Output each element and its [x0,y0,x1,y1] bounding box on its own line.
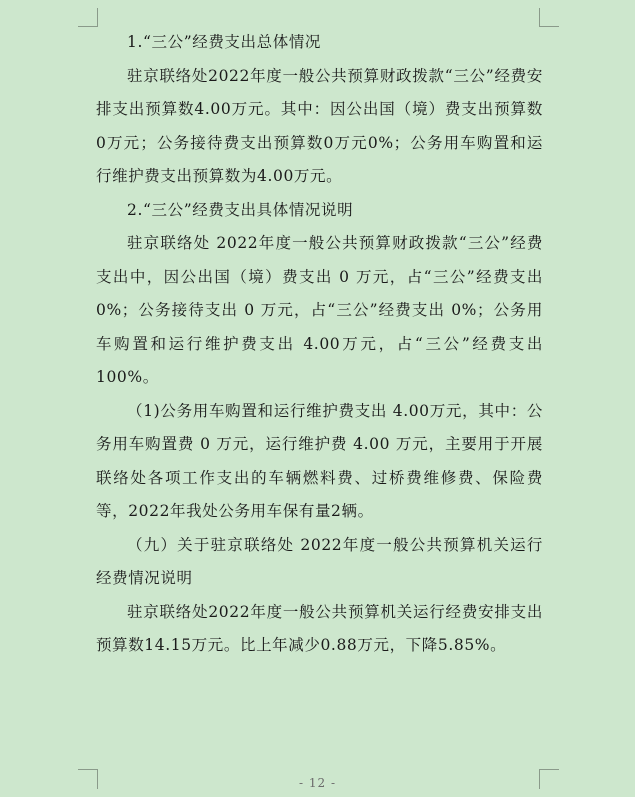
document-body [96,26,543,663]
crop-mark-top-left [78,26,98,27]
section-heading: 1.“三公”经费支出总体情况 [127,33,322,51]
crop-mark-top-left [97,8,98,26]
section-heading: 2.“三公”经费支出具体情况说明 [127,200,354,219]
body-paragraph: 驻京联络处2022年度一般公共预算财政拨款“三公”经费安排支出预算数4.00万元。其中：因公出国（境）费支出预算数0万元；公务接待费支出预算数0万元0%；公务用车购置和运行维护费支出预算数为4.00万元。 [96,66,543,185]
body-paragraph: 驻京联络处2022年度一般公共预算机关运行经费安排支出预算数14.15万元。比上年减少0.88万元，下降5.85%。 [96,602,543,654]
crop-mark-top-right [539,8,540,26]
crop-mark-bottom-left [78,769,98,770]
body-paragraph: 驻京联络处 2022年度一般公共预算财政拨款“三公”经费支出中，因公出国（境）费支出 0 万元，占“三公”经费支出 0%；公务接待支出 0 万元，占“三公”经费支出 0%；公务用车购置和运行维护费支出 4.00万元，占“三公”经费支出100%。 [96,234,543,386]
section-heading: （九）关于驻京联络处 2022年度一般公共预算机关运行经费情况说明 [96,535,543,587]
crop-mark-bottom-right [539,769,559,770]
page-number: - 12 - [298,776,336,790]
body-paragraph: （1)公务用车购置和运行维护费支出 4.00万元，其中：公务用车购置费 0 万元，运行维护费 4.00 万元，主要用于开展联络处各项工作支出的车辆燃料费、过桥费维修费、保险费等，2022年我处公务用车保有量2辆。 [96,401,543,520]
